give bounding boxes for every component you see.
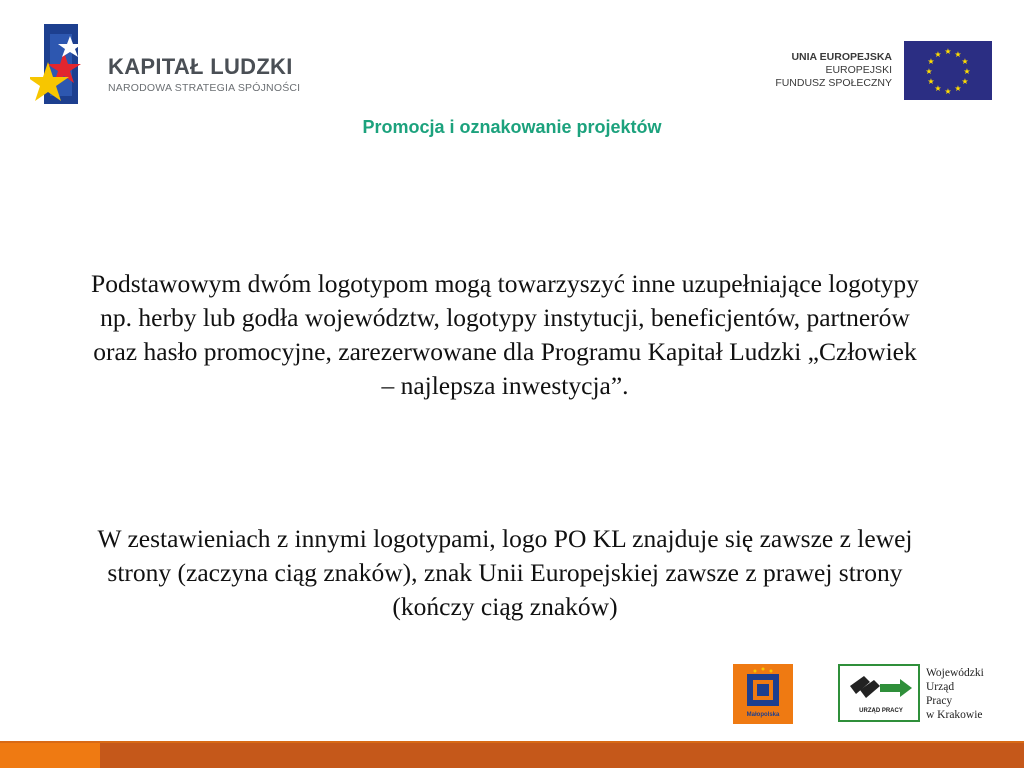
svg-text:★: ★ (934, 50, 942, 59)
wup-emblem (838, 664, 920, 722)
paragraph-placement: W zestawieniach z innymi logotypami, logo PO KL znajduje się zawsze z lewej strony (zaczyna ciąg znaków), znak Unii Europejskiej zawsze z prawej strony (kończy ciąg znaków) (97, 524, 913, 621)
wup-line-city: w Krakowie (926, 709, 983, 721)
svg-text:★: ★ (925, 67, 933, 76)
malopolska-logo (733, 664, 793, 724)
svg-text:★: ★ (927, 57, 935, 66)
svg-text:★: ★ (934, 84, 942, 93)
wup-arrow-icon (840, 668, 918, 708)
kapital-ludzki-subtitle: NARODOWA STRATEGIA SPÓJNOŚCI (108, 82, 301, 94)
eu-line-fund: FUNDUSZ SPOŁECZNY (775, 77, 892, 89)
svg-text:★: ★ (944, 87, 952, 96)
wup-caption: URZĄD PRACY (859, 708, 903, 714)
wup-line-labour: Pracy (926, 695, 953, 707)
slide-title: Promocja i oznakowanie projektów (362, 117, 662, 137)
svg-text:★: ★ (961, 57, 969, 66)
svg-text:★: ★ (954, 50, 962, 59)
bottom-bar-line (0, 741, 1024, 743)
wup-line-office: Urząd (926, 681, 955, 693)
kapital-ludzki-logo (30, 24, 310, 114)
malopolska-label: Małopolska (746, 712, 780, 718)
eu-logo (692, 41, 992, 101)
eu-line-european: EUROPEJSKI (825, 64, 892, 76)
svg-text:★: ★ (961, 77, 969, 86)
wup-krakow-logo (838, 664, 998, 724)
eu-line-union: UNIA EUROPEJSKA (791, 51, 892, 63)
svg-text:★: ★ (963, 67, 971, 76)
bottom-bar (0, 741, 1024, 768)
eu-flag-icon (904, 41, 992, 100)
bottom-bar-light (0, 741, 100, 768)
kapital-ludzki-title: KAPITAŁ LUDZKI (108, 54, 293, 79)
eu-text (775, 51, 892, 90)
svg-text:★: ★ (927, 77, 935, 86)
svg-text:★: ★ (954, 84, 962, 93)
svg-text:★: ★ (944, 47, 952, 56)
paragraph-logotypes: Podstawowym dwóm logotypom mogą towarzyszyć inne uzupełniające logotypy np. herby lub godła województw, logotypy instytucji, beneficjentów, partnerów oraz hasło promocyjne, zarezerwowane dla Programu Kapitał Ludzki „Człowiek – najlepsza inwestycja”. (91, 269, 919, 400)
kapital-ludzki-star-icon (30, 24, 110, 114)
wup-line-voivodeship: Wojewódzki (926, 667, 984, 679)
wup-name (926, 666, 984, 722)
bottom-bar-dark (100, 741, 1024, 768)
